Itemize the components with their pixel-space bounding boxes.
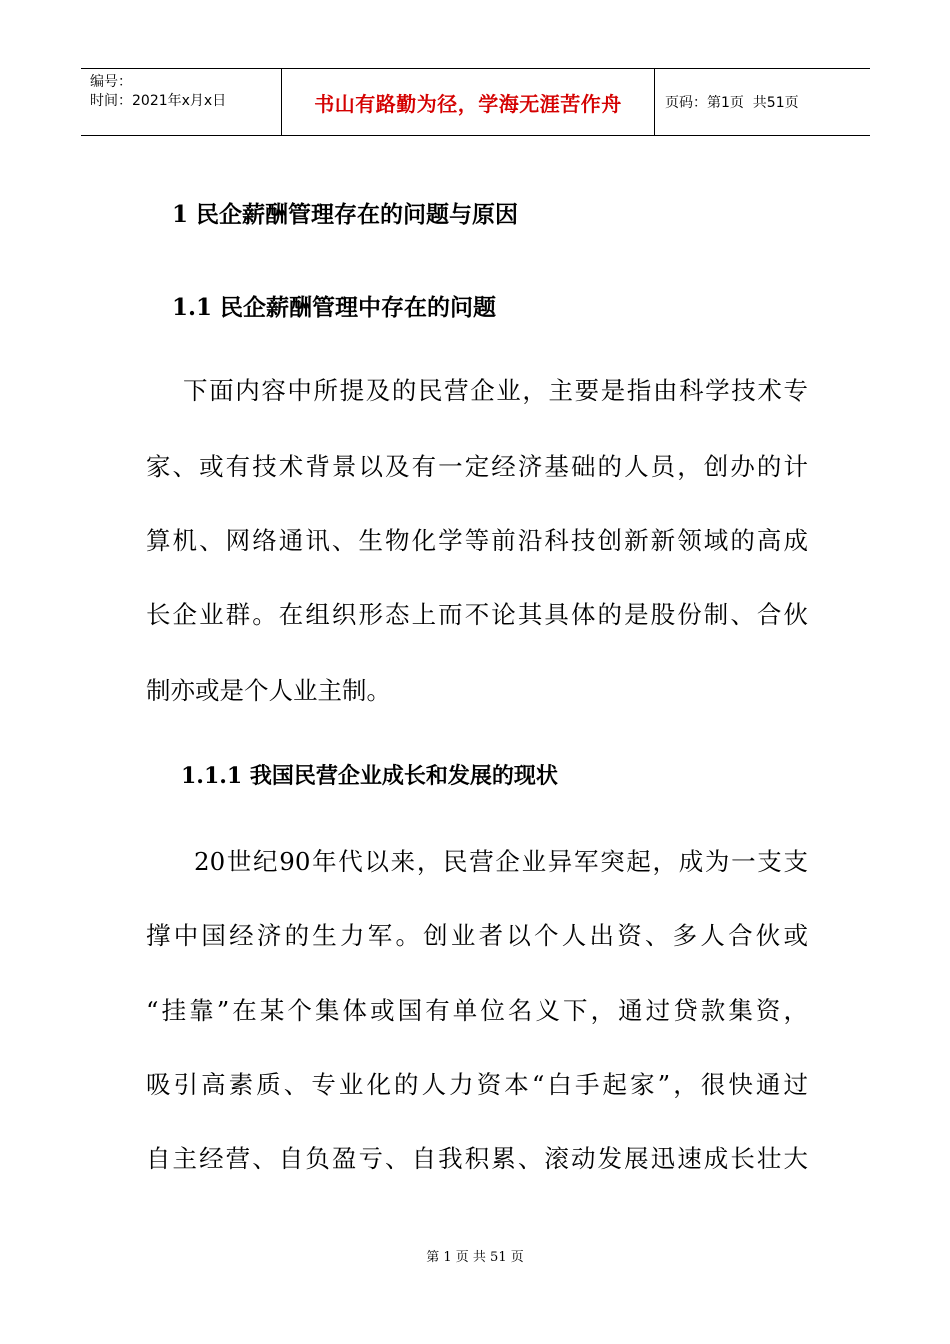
page-header <box>81 68 870 136</box>
paragraph-1-line-3: 算机、网络通讯、生物化学等前沿科技创新新领域的高成 <box>146 526 808 555</box>
paragraph-2-line-2: 撑中国经济的生力军。创业者以个人出资、多人合伙或 <box>146 921 808 950</box>
time-label: 时间：2021年x月x日 <box>90 93 227 109</box>
paragraph-2-line-4: 吸引高素质、专业化的人力资本“白手起家”，很快通过 <box>146 1070 808 1099</box>
paragraph-2-line-5: 自主经营、自负盈亏、自我积累、滚动发展迅速成长壮大 <box>146 1144 808 1173</box>
header-motto: 书山有路勤为径，学海无涯苦作舟 <box>282 69 655 135</box>
paragraph-1-line-1: 下面内容中所提及的民营企业，主要是指由科学技术专 <box>183 376 808 405</box>
number-label: 编号： <box>90 74 132 90</box>
paragraph-2-line-1: 20世纪90年代以来，民营企业异军突起，成为一支支 <box>194 847 808 876</box>
paragraph-2-line-3: “挂靠”在某个集体或国有单位名义下，通过贷款集资， <box>146 996 808 1025</box>
heading-level-3: 1.1.1 我国民营企业成长和发展的现状 <box>181 763 558 789</box>
paragraph-1-line-5: 制亦或是个人业主制。 <box>146 676 391 705</box>
header-page-info <box>655 69 870 135</box>
header-meta <box>81 69 282 135</box>
paragraph-1-line-2: 家、或有技术背景以及有一定经济基础的人员，创办的计 <box>146 452 808 481</box>
heading-level-1: 1 民企薪酬管理存在的问题与原因 <box>172 201 519 228</box>
page-label: 页码：第1页 共51页 <box>665 95 799 111</box>
heading-level-2: 1.1 民企薪酬管理中存在的问题 <box>172 294 497 321</box>
paragraph-1-line-4: 长企业群。在组织形态上而不论其具体的是股份制、合伙 <box>146 600 808 629</box>
page-footer: 第 1 页 共 51 页 <box>426 1250 524 1265</box>
